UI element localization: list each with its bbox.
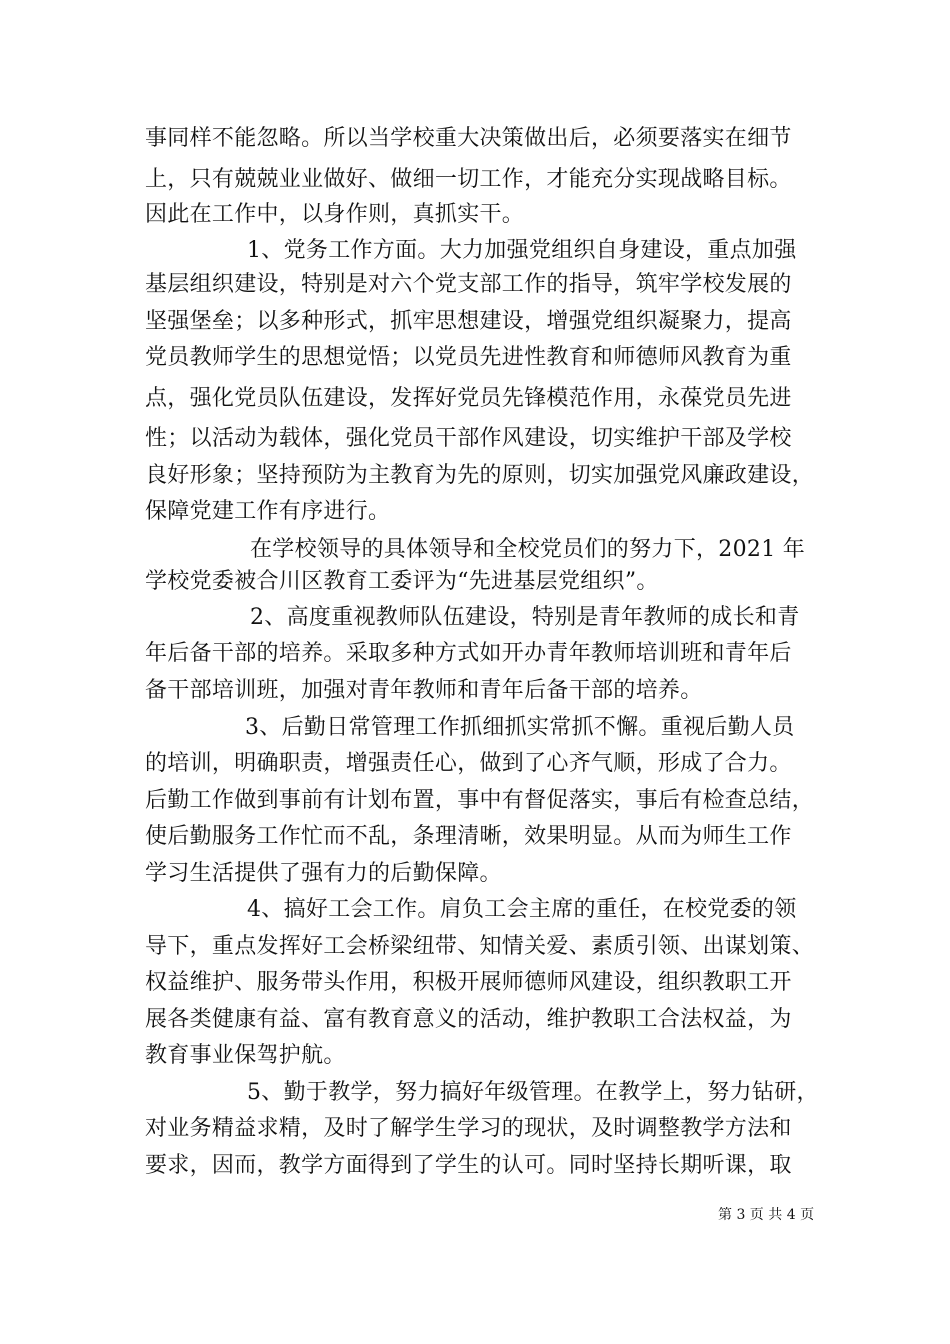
text-line: 5、勤于教学，努力搞好年级管理。在教学上，努力钻研，: [247, 1080, 819, 1105]
text-line: 展各类健康有益、富有教育意义的活动，维护教职工合法权益，为: [145, 1007, 792, 1032]
text-line: 的培训，明确职责，增强责任心，做到了心齐气顺，形成了合力。: [145, 751, 792, 776]
text-line: 事同样不能忽略。所以当学校重大决策做出后，必须要落实在细节: [145, 126, 792, 151]
text-line: 导下，重点发挥好工会桥梁纽带、知情关爱、素质引领、出谋划策、: [145, 934, 815, 959]
text-line: 年后备干部的培养。采取多种方式如开办青年教师培训班和青年后: [145, 641, 792, 666]
text-line: 2、高度重视教师队伍建设，特别是青年教师的成长和青: [250, 605, 800, 630]
text-line: 党员教师学生的思想觉悟；以党员先进性教育和师德师风教育为重: [145, 345, 792, 370]
text-line: 1、党务工作方面。大力加强党组织自身建设，重点加强: [247, 238, 797, 263]
text-line: 3、后勤日常管理工作抓细抓实常抓不懈。重视后勤人员: [245, 715, 795, 740]
text-line: 后勤工作做到事前有计划布置，事中有督促落实，事后有检查总结，: [145, 788, 815, 813]
text-line: 对业务精益求精，及时了解学生学习的现状，及时调整教学方法和: [145, 1116, 792, 1141]
text-line: 教育事业保驾护航。: [145, 1043, 346, 1068]
text-line: 上，只有兢兢业业做好、做细一切工作，才能充分实现战略目标。: [145, 167, 792, 192]
text-line: 使后勤服务工作忙而不乱，条理清晰，效果明显。从而为师生工作: [145, 824, 792, 849]
text-line: 权益维护、服务带头作用，积极开展师德师风建设，组织教职工开: [145, 970, 792, 995]
text-line: 4、搞好工会工作。肩负工会主席的重任，在校党委的领: [247, 897, 797, 922]
text-line: 要求，因而，教学方面得到了学生的认可。同时坚持长期听课，取: [145, 1153, 792, 1178]
text-line: 在学校领导的具体领导和全校党员们的努力下，2021 年: [250, 537, 806, 562]
text-line: 因此在工作中，以身作则，真抓实干。: [145, 202, 525, 227]
text-line: 备干部培训班，加强对青年教师和青年后备干部的培养。: [145, 678, 703, 703]
text-line: 基层组织建设，特别是对六个党支部工作的指导，筑牢学校发展的: [145, 272, 792, 297]
text-line: 学校党委被合川区教育工委评为“先进基层党组织”。: [145, 569, 659, 594]
page-number-footer: 第 3 页 共 4 页: [718, 1207, 815, 1223]
text-line: 学习生活提供了强有力的后勤保障。: [145, 861, 502, 886]
text-line: 性；以活动为载体，强化党员干部作风建设，切实维护干部及学校: [145, 426, 792, 451]
text-line: 良好形象；坚持预防为主教育为先的原则，切实加强党风廉政建设，: [145, 463, 815, 488]
text-line: 坚强堡垒；以多种形式，抓牢思想建设，增强党组织凝聚力，提高: [145, 309, 792, 334]
text-line: 保障党建工作有序进行。: [145, 499, 391, 524]
text-line: 点，强化党员队伍建设，发挥好党员先锋模范作用，永葆党员先进: [145, 386, 792, 411]
